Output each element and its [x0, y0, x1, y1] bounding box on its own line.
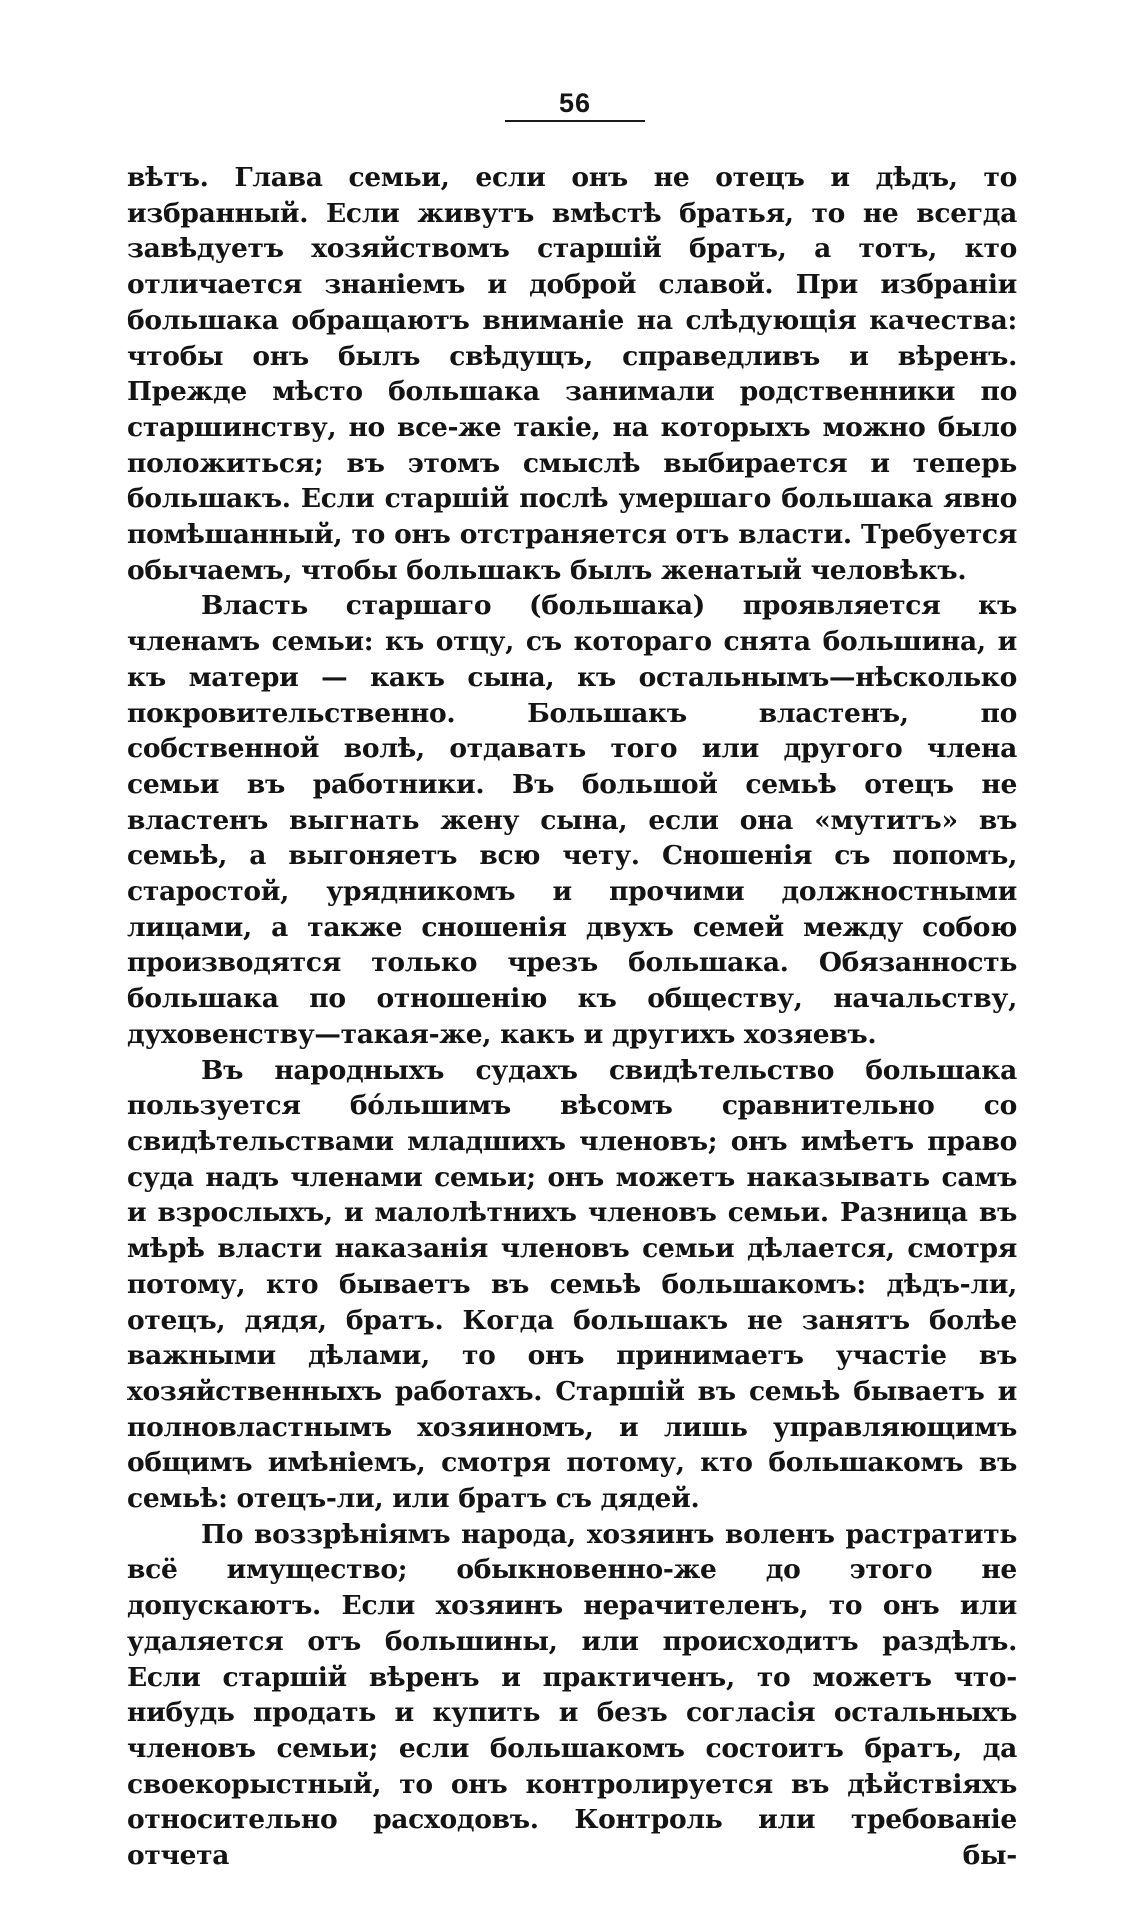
paragraph-4: По воззрѣніямъ народа, хозяинъ воленъ растратить всё имущество; обыкновенно-же до этого не допускаютъ. Если хозяинъ нерачителенъ, то онъ или удаляется отъ большины, или происходитъ раздѣлъ. Если старшій вѣренъ и практиченъ, то можетъ что-нибудь продать и купить и безъ согласія остальныхъ членовъ семьи; если большакомъ состоитъ братъ, да своекорыстный, то онъ контролируется въ дѣйствіяхъ относительно расходовъ. Контроль или требованіе отчета бы- — [127, 1518, 1017, 1872]
paragraph-3: Въ народныхъ судахъ свидѣтельство большака пользуется бо́льшимъ вѣсомъ сравнительно со свидѣтельствами младшихъ членовъ; онъ имѣетъ право суда надъ членами семьи; онъ можетъ наказывать самъ и взрослыхъ, и малолѣтнихъ членовъ семьи. Разница въ мѣрѣ власти наказанія членовъ семьи дѣлается, смотря потому, кто бываетъ въ семьѣ большакомъ: дѣдъ-ли, отецъ, дядя, братъ. Когда большакъ не занятъ болѣе важными дѣлами, то онъ принимаетъ участіе въ хозяйственныхъ работахъ. Старшій въ семьѣ бываетъ и полновластнымъ хозяиномъ, и лишь управляющимъ общимъ имѣніемъ, смотря потому, кто большакомъ въ семьѣ: отецъ-ли, или братъ съ дядей. — [127, 1054, 1017, 1515]
paragraph-1: вѣтъ. Глава семьи, если онъ не отецъ и дѣдъ, то избранный. Если живутъ вмѣстѣ братья, то не всегда завѣдуетъ хозяйствомъ старшій братъ, а тотъ, кто отличается знаніемъ и доброй славой. При избраніи большака обращаютъ вниманіе на слѣдующія качества: чтобы онъ былъ свѣдущъ, справедливъ и вѣренъ. Прежде мѣсто большака занимали родственники по старшинству, но все-же такіе, на которыхъ можно было положиться; въ этомъ смыслѣ выбирается и теперь большакъ. Если старшій послѣ умершаго большака явно помѣшанный, то онъ отстраняется отъ власти. Требуется обычаемъ, чтобы большакъ былъ женатый человѣкъ. — [127, 162, 1017, 586]
page-number: 56 — [558, 88, 592, 118]
body-text — [127, 160, 1017, 1874]
paragraph-2: Власть старшаго (большака) проявляется къ членамъ семьи: къ отцу, съ котораго снята большина, и къ матери — какъ сына, къ остальнымъ—нѣсколько покровительственно. Большакъ властенъ, по собственной волѣ, отдавать того или другого члена семьи въ работники. Въ большой семьѣ отецъ не властенъ выгнать жену сына, если она «мутитъ» въ семьѣ, а выгоняетъ всю чету. Сношенія съ попомъ, старостой, урядникомъ и прочими должностными лицами, а также сношенія двухъ семей между собою производятся только чрезъ большака. Обязанность большака по отношенію къ обществу, начальству, духовенству—такая-же, какъ и другихъ хозяевъ. — [127, 590, 1017, 1050]
page-header — [500, 88, 650, 118]
header-rule — [505, 120, 645, 122]
